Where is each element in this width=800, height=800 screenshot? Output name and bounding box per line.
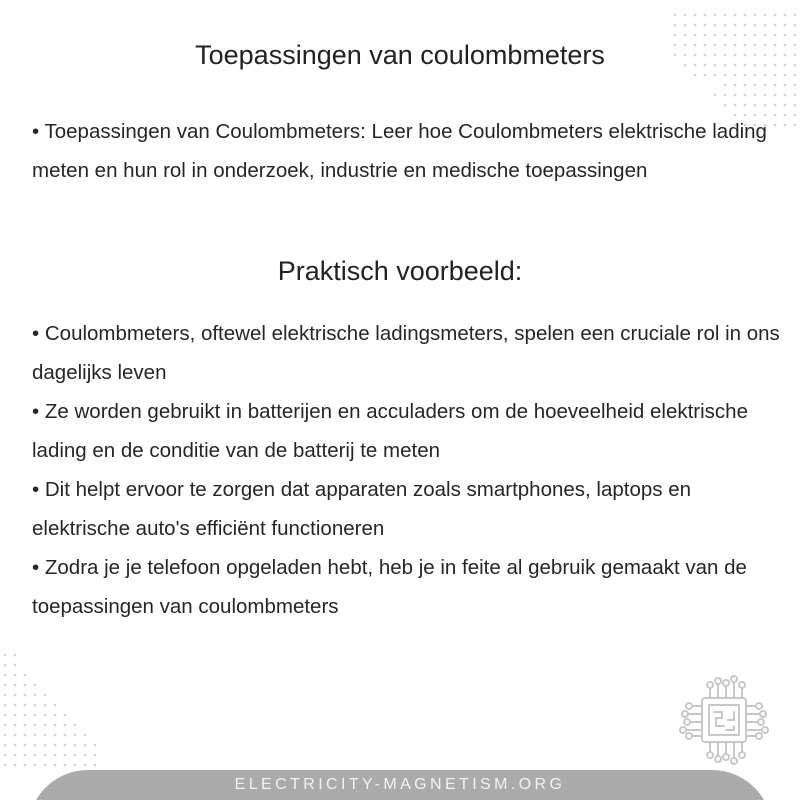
section-subtitle: Praktisch voorbeeld: (277, 256, 523, 286)
footer-bar (28, 770, 772, 800)
intro-text: • Toepassingen van Coulombmeters: Leer hoe Coulombmeters elektrische lading meten en hun rol in onderzoek, industrie en medische toepassingen (32, 120, 767, 182)
footer-site-label: ELECTRICITY-MAGNETISM.ORG (234, 776, 566, 793)
bullet-list (32, 314, 782, 626)
dot-pattern-icon (0, 650, 100, 770)
list-item: • Ze worden gebruikt in batterijen en acculaders om de hoeveelheid elektrische lading en de conditie van de batterij te meten (32, 400, 748, 462)
list-item: • Coulombmeters, oftewel elektrische ladingsmeters, spelen een cruciale rol in ons dagelijks leven (32, 322, 780, 384)
intro-paragraph (32, 112, 772, 190)
page-title: Toepassingen van coulombmeters (195, 40, 605, 70)
list-item: • Dit helpt ervoor te zorgen dat apparaten zoals smartphones, laptops en elektrische auto's efficiënt functioneren (32, 478, 692, 540)
chip-icon (676, 672, 772, 768)
list-item: • Zodra je je telefoon opgeladen hebt, heb je in feite al gebruik gemaakt van de toepassingen van coulombmeters (32, 556, 747, 618)
